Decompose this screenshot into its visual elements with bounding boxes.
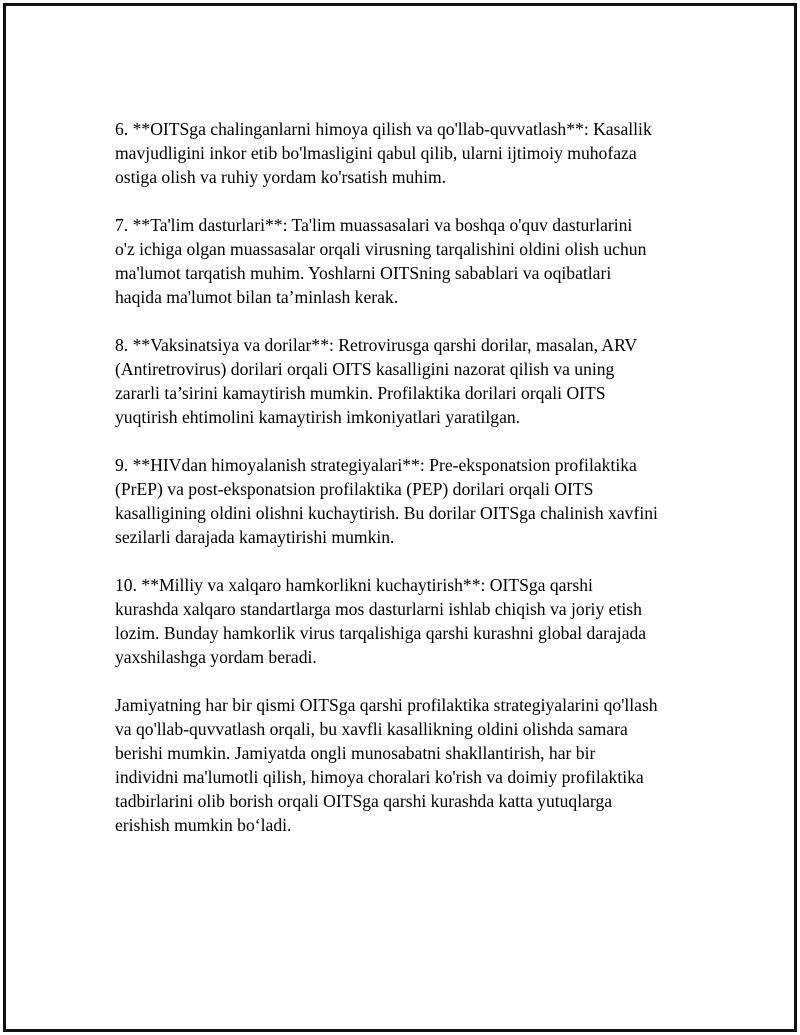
text-line: yuqtirish ehtimolini kamaytirish imkoniyatlari yaratilgan. <box>115 407 521 427</box>
text-line: 6. **OITSga chalinganlarni himoya qilish va qo'llab-quvvatlash**: Kasallik <box>115 119 652 139</box>
text-line: (PrEP) va post-eksponatsion profilaktika (PEP) dorilari orqali OITS <box>115 479 594 499</box>
document-body <box>115 117 695 861</box>
text-line: ostiga olish va ruhiy yordam ko'rsatish muhim. <box>115 167 447 187</box>
text-line: kurashda xalqaro standartlarga mos dasturlarni ishlab chiqish va joriy etish <box>115 599 642 619</box>
text-line: zararli ta’sirini kamaytirish mumkin. Profilaktika dorilari orqali OITS <box>115 383 606 403</box>
text-line: sezilarli darajada kamaytirishi mumkin. <box>115 527 395 547</box>
paragraph-item-6 <box>115 117 695 189</box>
text-line: 7. **Ta'lim dasturlari**: Ta'lim muassasalari va boshqa o'quv dasturlarini <box>115 215 633 235</box>
text-line: lozim. Bunday hamkorlik virus tarqalishiga qarshi kurashni global darajada <box>115 623 647 643</box>
paragraph-item-8 <box>115 333 695 429</box>
paragraph-item-7 <box>115 213 695 309</box>
conclusion-paragraph <box>115 693 695 837</box>
text-line: 9. **HIVdan himoyalanish strategiyalari**: Pre-eksponatsion profilaktika <box>115 455 637 475</box>
paragraph-item-10 <box>115 573 695 669</box>
text-line: tadbirlarini olib borish orqali OITSga qarshi kurashda katta yutuqlarga <box>115 791 613 811</box>
text-line: va qo'llab-quvvatlash orqali, bu xavfli kasallikning oldini olishda samara <box>115 719 628 739</box>
text-line: Jamiyatning har bir qismi OITSga qarshi profilaktika strategiyalarini qo'llash <box>115 695 658 715</box>
text-line: haqida ma'lumot bilan ta’minlash kerak. <box>115 287 399 307</box>
text-line: (Antiretrovirus) dorilari orqali OITS kasalligini nazorat qilish va uning <box>115 359 615 379</box>
text-line: individni ma'lumotli qilish, himoya choralari ko'rish va doimiy profilaktika <box>115 767 644 787</box>
text-line: mavjudligini inkor etib bo'lmasligini qabul qilib, ularni ijtimoiy muhofaza <box>115 143 637 163</box>
paragraph-item-9 <box>115 453 695 549</box>
text-line: 8. **Vaksinatsiya va dorilar**: Retrovirusga qarshi dorilar, masalan, ARV <box>115 335 638 355</box>
text-line: yaxshilashga yordam beradi. <box>115 647 317 667</box>
text-line: erishish mumkin bo‘ladi. <box>115 815 292 835</box>
text-line: o'z ichiga olgan muassasalar orqali virusning tarqalishini oldini olish uchun <box>115 239 647 259</box>
text-line: kasalligining oldini olishni kuchaytirish. Bu dorilar OITSga chalinish xavfini <box>115 503 658 523</box>
text-line: berishi mumkin. Jamiyatda ongli munosabatni shakllantirish, har bir <box>115 743 596 763</box>
text-line: 10. **Milliy va xalqaro hamkorlikni kuchaytirish**: OITSga qarshi <box>115 575 593 595</box>
text-line: ma'lumot tarqatish muhim. Yoshlarni OITSning sabablari va oqibatlari <box>115 263 612 283</box>
